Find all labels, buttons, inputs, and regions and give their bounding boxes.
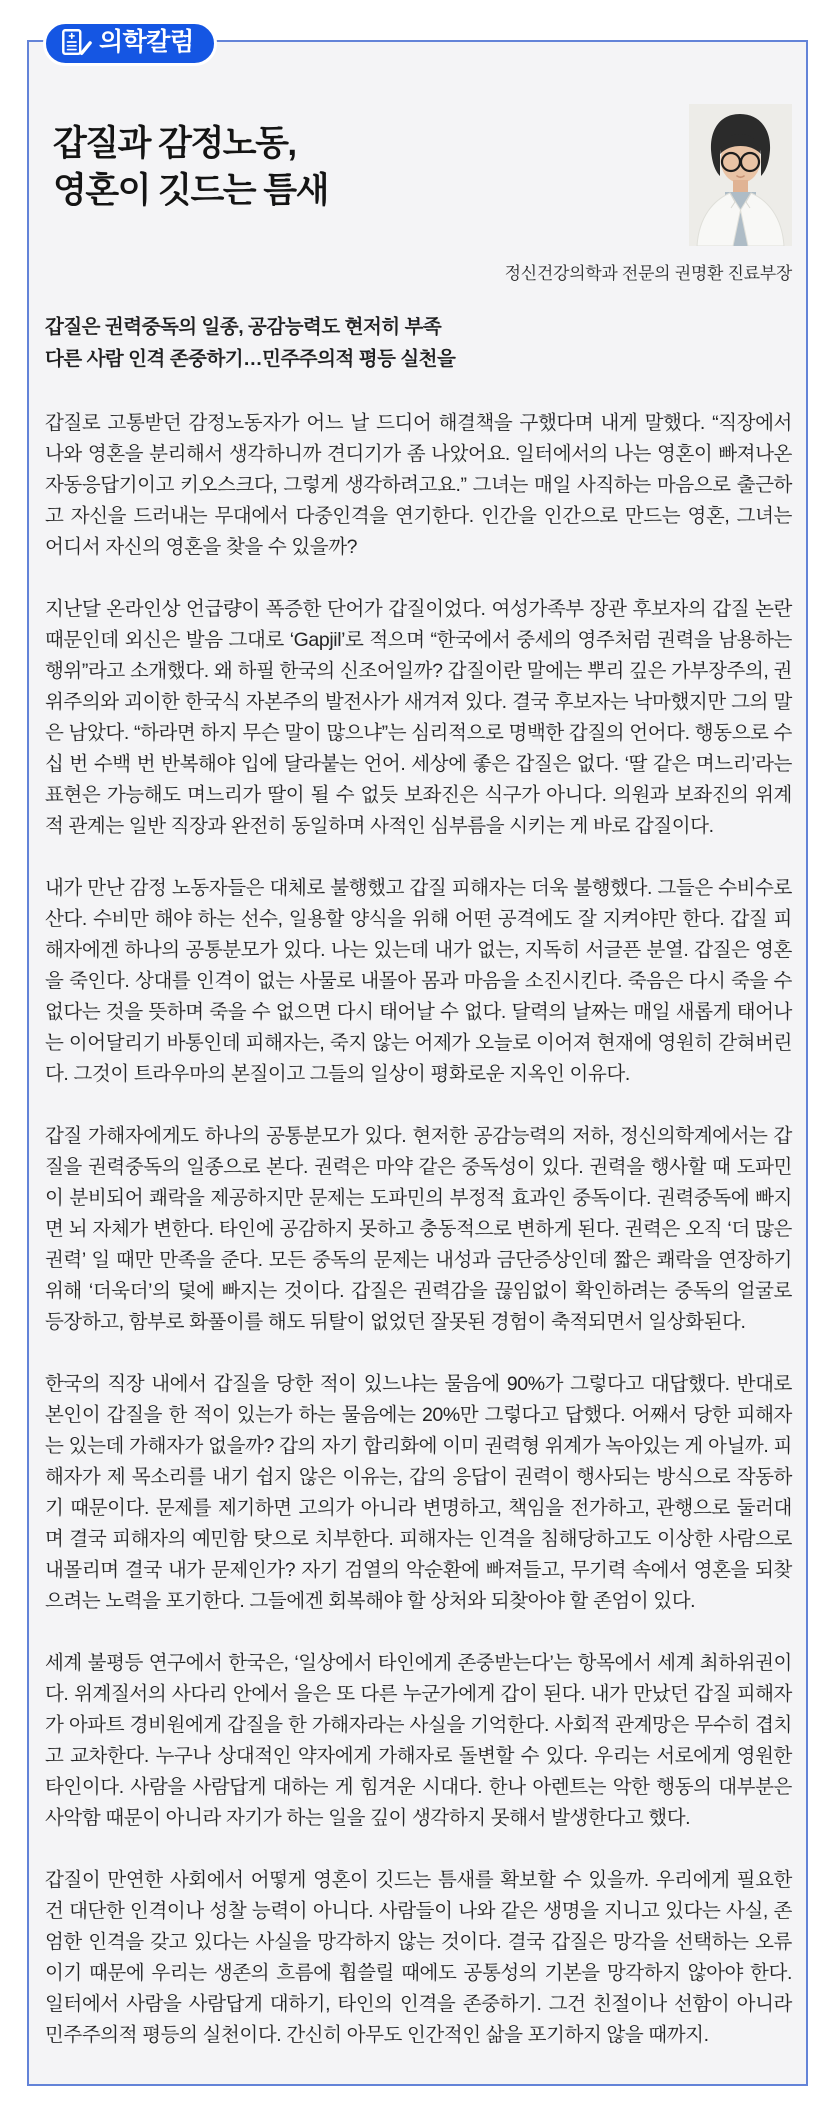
title-line-1: 갑질과 감정노동, — [53, 124, 296, 163]
subhead-line-2: 다른 사람 인격 존중하기…민주주의적 평등 실천을 — [45, 348, 456, 370]
paragraph-3: 내가 만난 감정 노동자들은 대체로 불행했고 갑질 피해자는 더욱 불행했다. 그들은 수비수로 산다. 수비만 해야 하는 선수, 일용할 양식을 위해 어떤 공격에도 잘 지켜야만 한다. 갑질 피해자에겐 하나의 공통분모가 있다. 나는 있는데 내가 없는, 지독히 서글픈 분열. 갑질은 영혼을 죽인다. 상대를 인격이 없는 사물로 내몰아 몸과 마음을 소진시킨다. 죽음은 다시 죽을 수 없다는 것을 뜻하며 죽을 수 없으면 다시 태어날 수 없다. 달력의 날짜는 매일 새롭게 태어나는 이어달리기 바통인데 피해자는, 죽지 않는 어제가 오늘로 이어져 현재에 영원히 갇혀버린다. 그것이 트라우마의 본질이고 그들의 일상이 평화로운 지옥인 이유다. — [45, 877, 792, 1085]
article-panel — [27, 27, 808, 2086]
paragraph-7: 갑질이 만연한 사회에서 어떻게 영혼이 깃드는 틈새를 확보할 수 있을까. 우리에게 필요한 건 대단한 인격이나 성찰 능력이 아니다. 사람들이 나와 같은 생명을 지니고 있다는 사실, 존엄한 인격을 갖고 있다는 사실을 망각하지 않는 것이다. 결국 갑질은 망각을 선택하는 오류이기 때문에 우리는 생존의 흐름에 휩쓸릴 때에도 공통성의 기본을 망각하지 않아야 한다. 일터에서 사람을 사람답게 대하기, 타인의 인격을 존중하기. 그건 친절이나 선함이 아니라 민주주의적 평등의 실천이다. 간신히 아무도 인간적인 삶을 포기하지 않을 때까지. — [45, 1869, 792, 2046]
badge-label: 의학칼럼 — [99, 27, 194, 56]
paragraph-5: 한국의 직장 내에서 갑질을 당한 적이 있느냐는 물음에 90%가 그렇다고 대답했다. 반대로 본인이 갑질을 한 적이 있는가 하는 물음에는 20%만 그렇다고 답했다. 어째서 당한 피해자는 있는데 가해자가 없을까? 갑의 자기 합리화에 이미 권력형 위계가 녹아있는 게 아닐까. 피해자가 제 목소리를 내기 쉽지 않은 이유는, 갑의 응답이 권력이 행사되는 방식으로 작동하기 때문이다. 문제를 제기하면 고의가 아니라 변명하고, 책임을 전가하고, 관행으로 둘러대며 결국 피해자의 예민함 탓으로 치부한다. 피해자는 인격을 침해당하고도 이상한 사람으로 내몰리며 결국 내가 문제인가? 자기 검열의 악순환에 빠져들고, 무기력 속에서 영혼을 되찾으려는 노력을 포기한다. 그들에겐 회복해야 할 상처와 되찾아야 할 존엄이 있다. — [45, 1373, 792, 1612]
article-body — [45, 408, 792, 2051]
author-byline: 정신건강의학과 전문의 권명환 진료부장 — [504, 264, 792, 283]
author-photo — [689, 104, 792, 246]
paragraph-4: 갑질 가해자에게도 하나의 공통분모가 있다. 현저한 공감능력의 저하, 정신의학계에서는 갑질을 권력중독의 일종으로 본다. 권력은 마약 같은 중독성이 있다. 권력을 행사할 때 도파민이 분비되어 쾌락을 제공하지만 문제는 도파민의 부정적 효과인 중독이다. 권력중독에 빠지면 뇌 자체가 변한다. 타인에 공감하지 못하고 충동적으로 변하게 된다. 권력은 오직 ‘더 많은 권력’ 일 때만 만족을 준다. 모든 중독의 문제는 내성과 금단증상인데 짧은 쾌락을 연장하기 위해 ‘더욱더’의 덫에 빠지는 것이다. 갑질은 권력감을 끊임없이 확인하려는 중독의 얼굴로 등장하고, 함부로 화풀이를 해도 뒤탈이 없었던 잘못된 경험이 축적되면서 일상화된다. — [45, 1125, 792, 1333]
paragraph-6: 세계 불평등 연구에서 한국은, ‘일상에서 타인에게 존중받는다’는 항목에서 세계 최하위권이다. 위계질서의 사다리 안에서 을은 또 다른 누군가에게 갑이 된다. 내가 만났던 갑질 피해자가 아파트 경비원에게 갑질을 한 가해자라는 사실을 기억한다. 사회적 관계망은 무수히 겹치고 교차한다. 누구나 상대적인 약자에게 가해자로 돌변할 수 있다. 우리는 서로에게 영원한 타인이다. 사람을 사람답게 대하는 게 힘겨운 시대다. 한나 아렌트는 악한 행동의 대부분은 사악함 때문이 아니라 자기가 하는 일을 깊이 생각하지 못해서 발생한다고 했다. — [45, 1652, 792, 1829]
paragraph-2: 지난달 온라인상 언급량이 폭증한 단어가 갑질이었다. 여성가족부 장관 후보자의 갑질 논란 때문인데 외신은 발음 그대로 ‘Gapjil’로 적으며 “한국에서 중세의 영주처럼 권력을 남용하는 행위”라고 소개했다. 왜 하필 한국의 신조어일까? 갑질이란 말에는 뿌리 깊은 가부장주의, 권위주의와 괴이한 한국식 자본주의 발전사가 새겨져 있다. 결국 후보자는 낙마했지만 그의 말은 남았다. “하라면 하지 무슨 말이 많으냐”는 심리적으로 명백한 갑질의 언어다. 행동으로 수십 번 수백 번 반복해야 입에 달라붙는 언어. 세상에 좋은 갑질은 없다. ‘딸 같은 며느리’라는 표현은 가능해도 며느리가 딸이 될 수 없듯 보좌진은 식구가 아니다. 의원과 보좌진의 위계적 관계는 일반 직장과 완전히 동일하며 사적인 심부름을 시키는 게 바로 갑질이다. — [45, 598, 792, 837]
medical-column-badge — [43, 21, 217, 66]
title-line-2: 영혼이 깃드는 틈새 — [53, 171, 328, 210]
subhead-line-1: 갑질은 권력중독의 일종, 공감능력도 현저히 부족 — [45, 316, 442, 338]
paragraph-1: 갑질로 고통받던 감정노동자가 어느 날 드디어 해결책을 구했다며 내게 말했다. “직장에서 나와 영혼을 분리해서 생각하니까 견디기가 좀 나았어요. 일터에서의 나는 영혼이 빠져나온 자동응답기이고 키오스크다, 그렇게 생각하려고요.” 그녀는 매일 사직하는 마음으로 출근하고 자신을 드러내는 무대에서 다중인격을 연기한다. 인간을 인간으로 만드는 영혼, 그녀는 어디서 자신의 영혼을 찾을 수 있을까? — [45, 412, 792, 558]
article-title — [53, 120, 328, 214]
article-header — [43, 104, 792, 246]
document-pen-icon — [60, 28, 92, 57]
article-subhead — [45, 311, 792, 375]
